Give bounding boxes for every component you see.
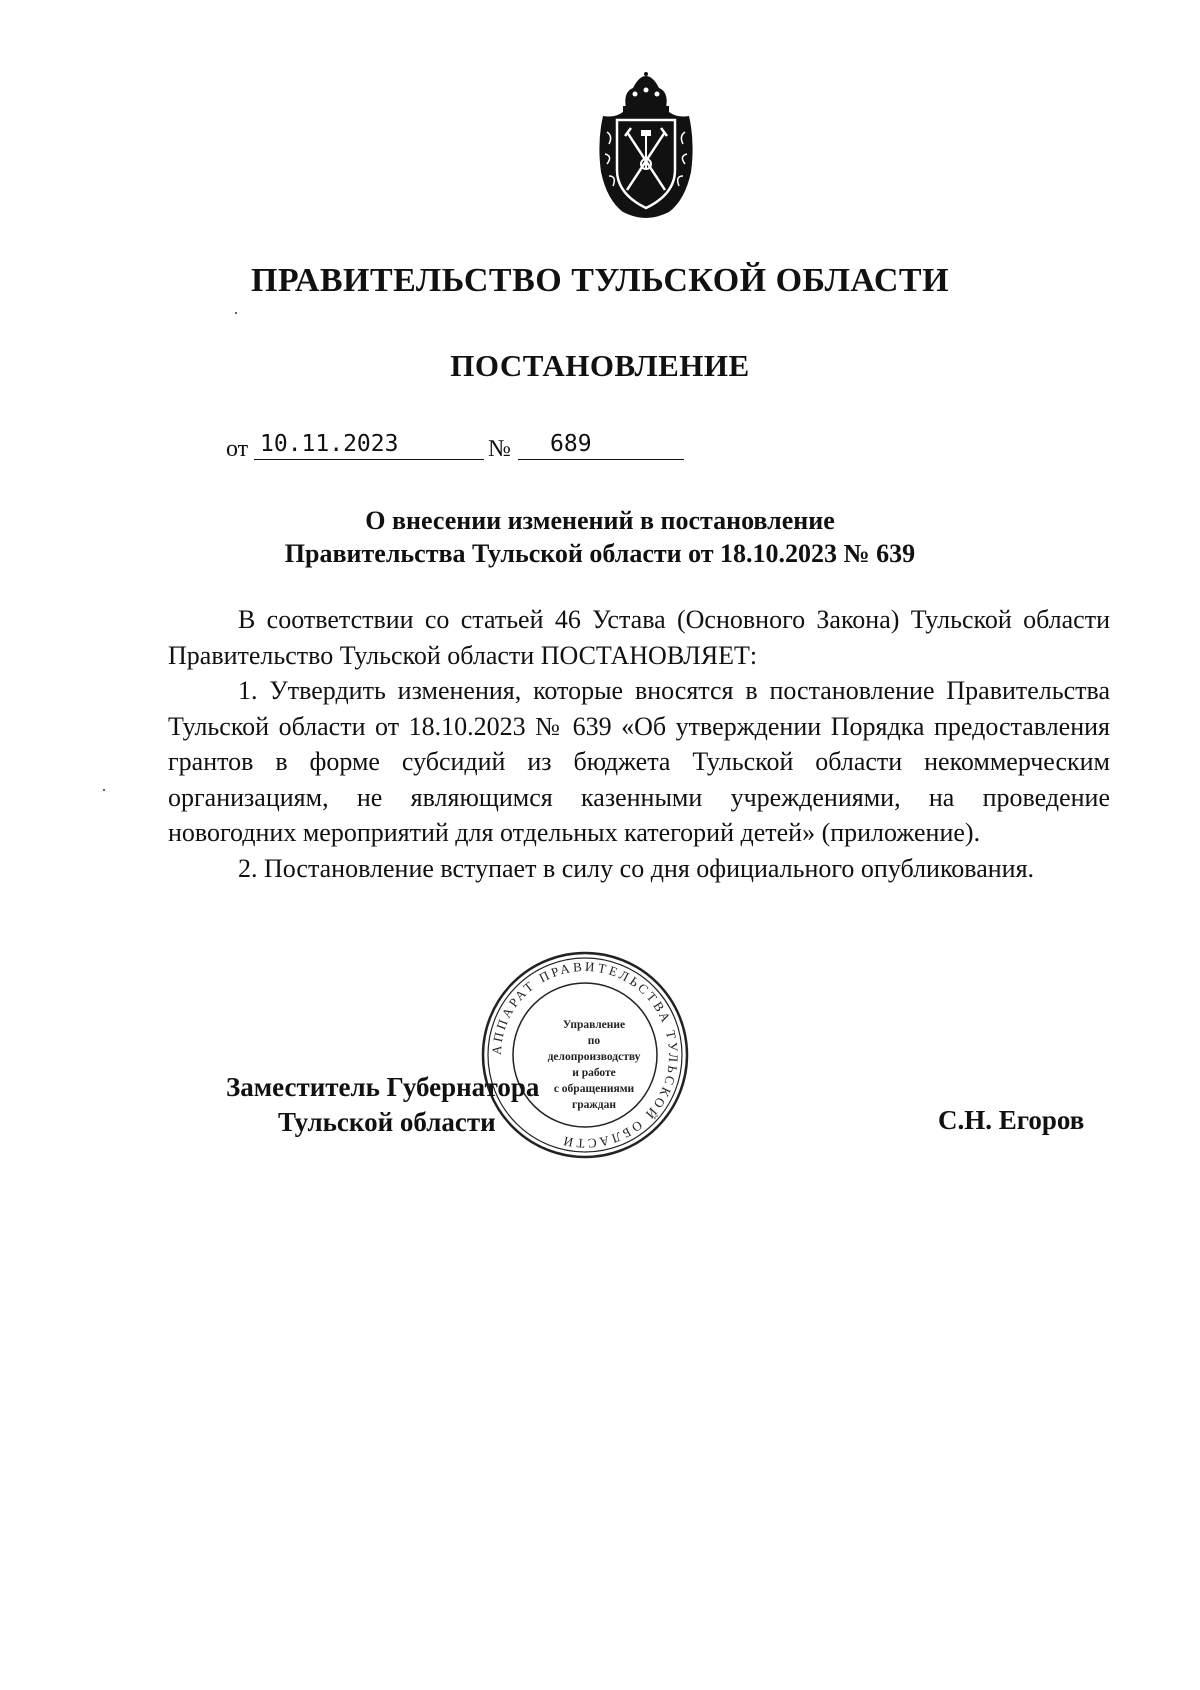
stamp-line: и работе bbox=[572, 1067, 616, 1079]
subject-line: Правительства Тульской области от 18.10.2023 № 639 bbox=[284, 539, 916, 568]
body-paragraph: В соответствии со статьей 46 Устава (Основного Закона) Тульской области Правительство Тульской области ПОСТАНОВЛЯЕТ: bbox=[168, 605, 1110, 670]
stamp-line: граждан bbox=[572, 1099, 616, 1111]
document-subject bbox=[0, 504, 1200, 570]
government-title: ПРАВИТЕЛЬСТВО ТУЛЬСКОЙ ОБЛАСТИ bbox=[250, 262, 950, 299]
document-type: ПОСТАНОВЛЕНИЕ bbox=[450, 348, 750, 383]
body-paragraph: 2. Постановление вступает в силу со дня официального опубликования. bbox=[238, 853, 1035, 883]
document-date: 10.11.2023 bbox=[254, 430, 484, 460]
scan-speck bbox=[235, 312, 237, 314]
stamp-line: по делопроизводству bbox=[547, 1035, 641, 1063]
number-label: № bbox=[488, 436, 511, 462]
stamp-inner-text bbox=[540, 1017, 648, 1113]
stamp-line: с обращениями bbox=[553, 1083, 635, 1095]
document-number: 689 bbox=[518, 430, 684, 460]
position-line: Тульской области bbox=[278, 1107, 496, 1137]
position-line: Заместитель Губернатора bbox=[226, 1072, 540, 1102]
subject-line: О внесении изменений в постановление bbox=[365, 506, 835, 535]
signatory-position bbox=[226, 1070, 539, 1140]
scan-speck bbox=[103, 789, 105, 791]
body-paragraph: 1. Утвердить изменения, которые вносятся в постановление Правительства Тульской области от 18.10.2023 № 639 «Об утверждении Порядка предоставления грантов в форме субсидий из бюджета Тульской области некоммерческим организациям, не являющимся казенными учреждениями, на проведение новогодних мероприятий для отдельных категорий детей» (приложение). bbox=[168, 676, 1110, 847]
stamp-ring-text: АППАРАТ ПРАВИТЕЛЬСТВА ТУЛЬСКОЙ ОБЛАСТИ bbox=[488, 958, 682, 1152]
date-label: от bbox=[226, 436, 249, 462]
document-body bbox=[168, 602, 1110, 886]
coat-of-arms-icon bbox=[593, 72, 699, 220]
signatory-name: С.Н. Егоров bbox=[938, 1105, 1085, 1135]
stamp-line: Управление bbox=[562, 1019, 626, 1031]
